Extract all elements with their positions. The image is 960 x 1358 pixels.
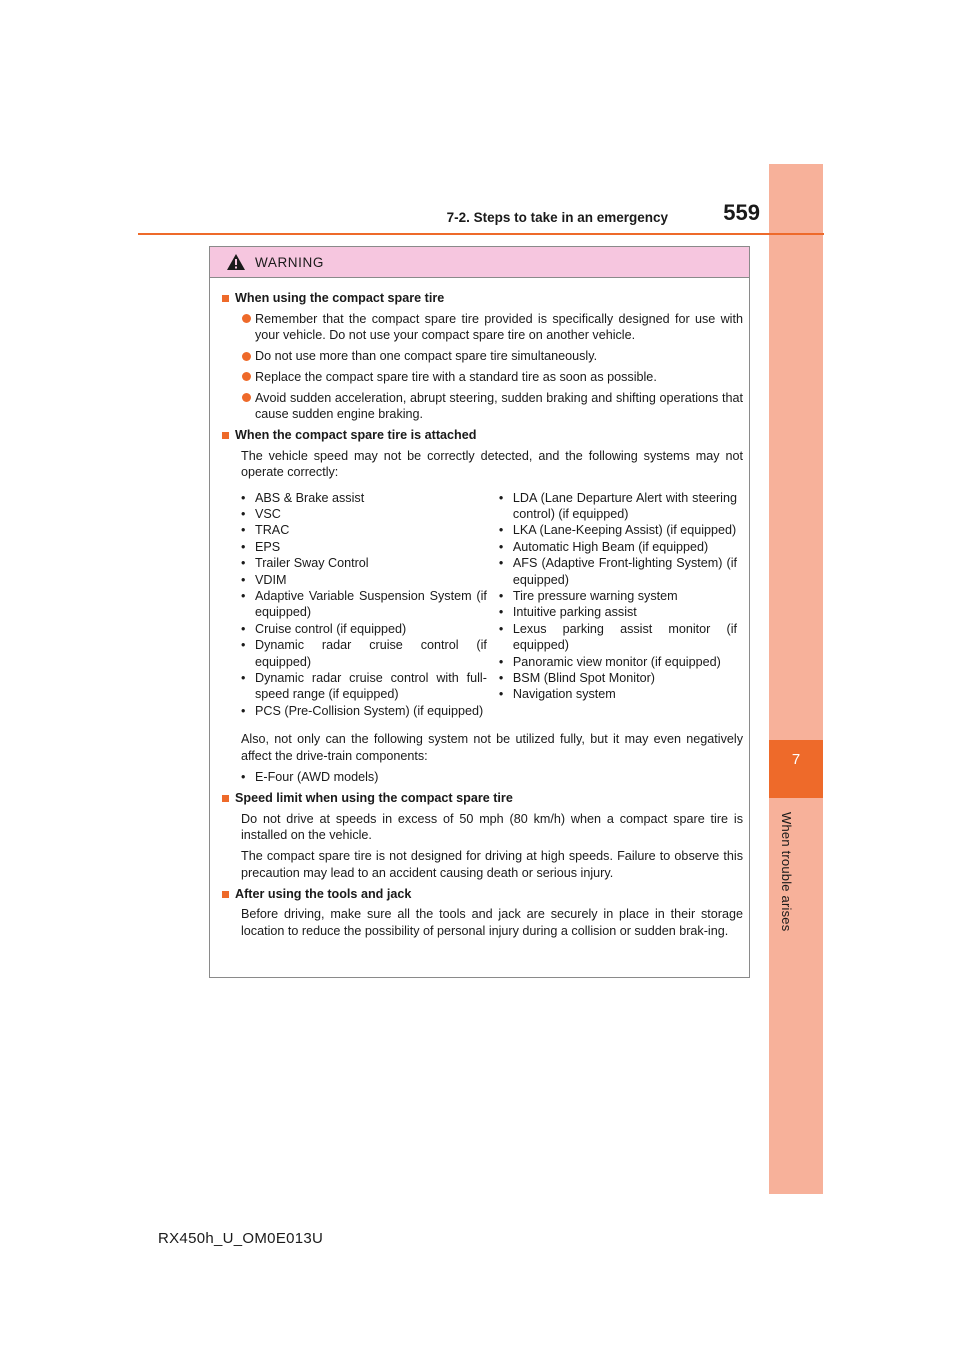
warning-title: WARNING — [255, 254, 324, 270]
chapter-number-tab — [769, 740, 823, 798]
warning-triangle-icon — [226, 253, 246, 271]
bullet-item: Remember that the compact spare tire provided is specifically designed for use with your vehicle. Do not use your compact spare tire on another vehicle. — [242, 311, 743, 344]
list-item: • Cruise control (if equipped) — [241, 621, 407, 636]
paragraph: Before driving, make sure all the tools and jack are securely in place in their storage location to reduce the possibility of personal injury during a collision or sudden brak-ing. — [241, 907, 743, 938]
circle-bullet-icon — [242, 314, 251, 323]
list-item: • Panoramic view monitor (if equipped) — [498, 654, 721, 669]
warning-header — [210, 247, 749, 278]
bullet-item: Replace the compact spare tire with a standard tire as soon as possible. — [242, 369, 743, 385]
list-item: • BSM (Blind Spot Monitor) — [498, 671, 655, 686]
chapter-label: When trouble arises — [779, 812, 794, 932]
bullet-item: Avoid sudden acceleration, abrupt steering, sudden braking and shifting operations that cause sudden engine braking. — [242, 390, 743, 423]
square-bullet-icon — [222, 891, 229, 898]
list-item: • LKA (Lane-Keeping Assist) (if equipped) — [498, 523, 737, 538]
list-item: • Lexus parking assist monitor (if equipped) — [498, 621, 737, 653]
warning-content — [210, 278, 749, 939]
square-bullet-icon — [222, 795, 229, 802]
list-item: • EPS — [241, 539, 281, 554]
paragraph: Do not drive at speeds in excess of 50 mph (80 km/h) when a compact spare tire is installed on the vehicle. — [241, 811, 743, 843]
list-item: • LDA (Lane Departure Alert with steering control) (if equipped) — [498, 490, 737, 522]
circle-bullet-icon — [242, 372, 251, 381]
systems-list — [241, 490, 743, 720]
list-item: • E-Four (AWD models) — [241, 770, 379, 785]
paragraph: The vehicle speed may not be correctly detected, and the following systems may not operate correctly: — [241, 448, 743, 480]
list-item: • Tire pressure warning system — [498, 589, 678, 604]
section-heading: Speed limit when using the compact spare tire — [222, 790, 743, 806]
list-item: • TRAC — [241, 523, 290, 538]
circle-bullet-icon — [242, 352, 251, 361]
list-item: • PCS (Pre-Collision System) (if equipped) — [241, 703, 484, 718]
list-item: • Dynamic radar cruise control with full-speed range (if equipped) — [241, 671, 487, 702]
chapter-number: 7 — [791, 751, 801, 768]
paragraph: The compact spare tire is not designed for driving at high speeds. Failure to observe this precaution may lead to an accident causing death or serious injury. — [241, 849, 743, 880]
systems-list-right — [493, 490, 743, 720]
circle-bullet-icon — [242, 393, 251, 402]
section-heading: When the compact spare tire is attached — [222, 427, 743, 443]
list-item: • AFS (Adaptive Front-lighting System) (if equipped) — [498, 556, 737, 587]
section-heading: After using the tools and jack — [222, 886, 743, 902]
list-item: • VSC — [241, 507, 281, 522]
warning-box — [209, 246, 750, 978]
paragraph: Also, not only can the following system not be utilized fully, but it may even negatively affect the drive-train components: — [241, 732, 743, 763]
bullet-item: Do not use more than one compact spare tire simultaneously. — [242, 348, 743, 364]
list-item: • Navigation system — [498, 687, 616, 702]
page-number: 559 — [723, 200, 760, 225]
square-bullet-icon — [222, 295, 229, 302]
header-rule — [138, 233, 824, 235]
list-item: • Trailer Sway Control — [241, 556, 369, 571]
list-item: • Adaptive Variable Suspension System (if equipped) — [241, 589, 487, 620]
section-heading: When using the compact spare tire — [222, 290, 743, 306]
list-item: • VDIM — [241, 572, 287, 587]
chapter-sidebar — [769, 164, 823, 1194]
list-item: • Automatic High Beam (if equipped) — [498, 539, 709, 554]
square-bullet-icon — [222, 432, 229, 439]
list-item: • Dynamic radar cruise control (if equipped) — [241, 638, 487, 669]
manual-code: RX450h_U_OM0E013U — [158, 1230, 324, 1247]
section-title: 7-2. Steps to take in an emergency — [446, 210, 668, 225]
list-item: • ABS & Brake assist — [241, 490, 365, 505]
list-item: • Intuitive parking assist — [498, 605, 637, 620]
systems-list-left — [241, 490, 493, 720]
